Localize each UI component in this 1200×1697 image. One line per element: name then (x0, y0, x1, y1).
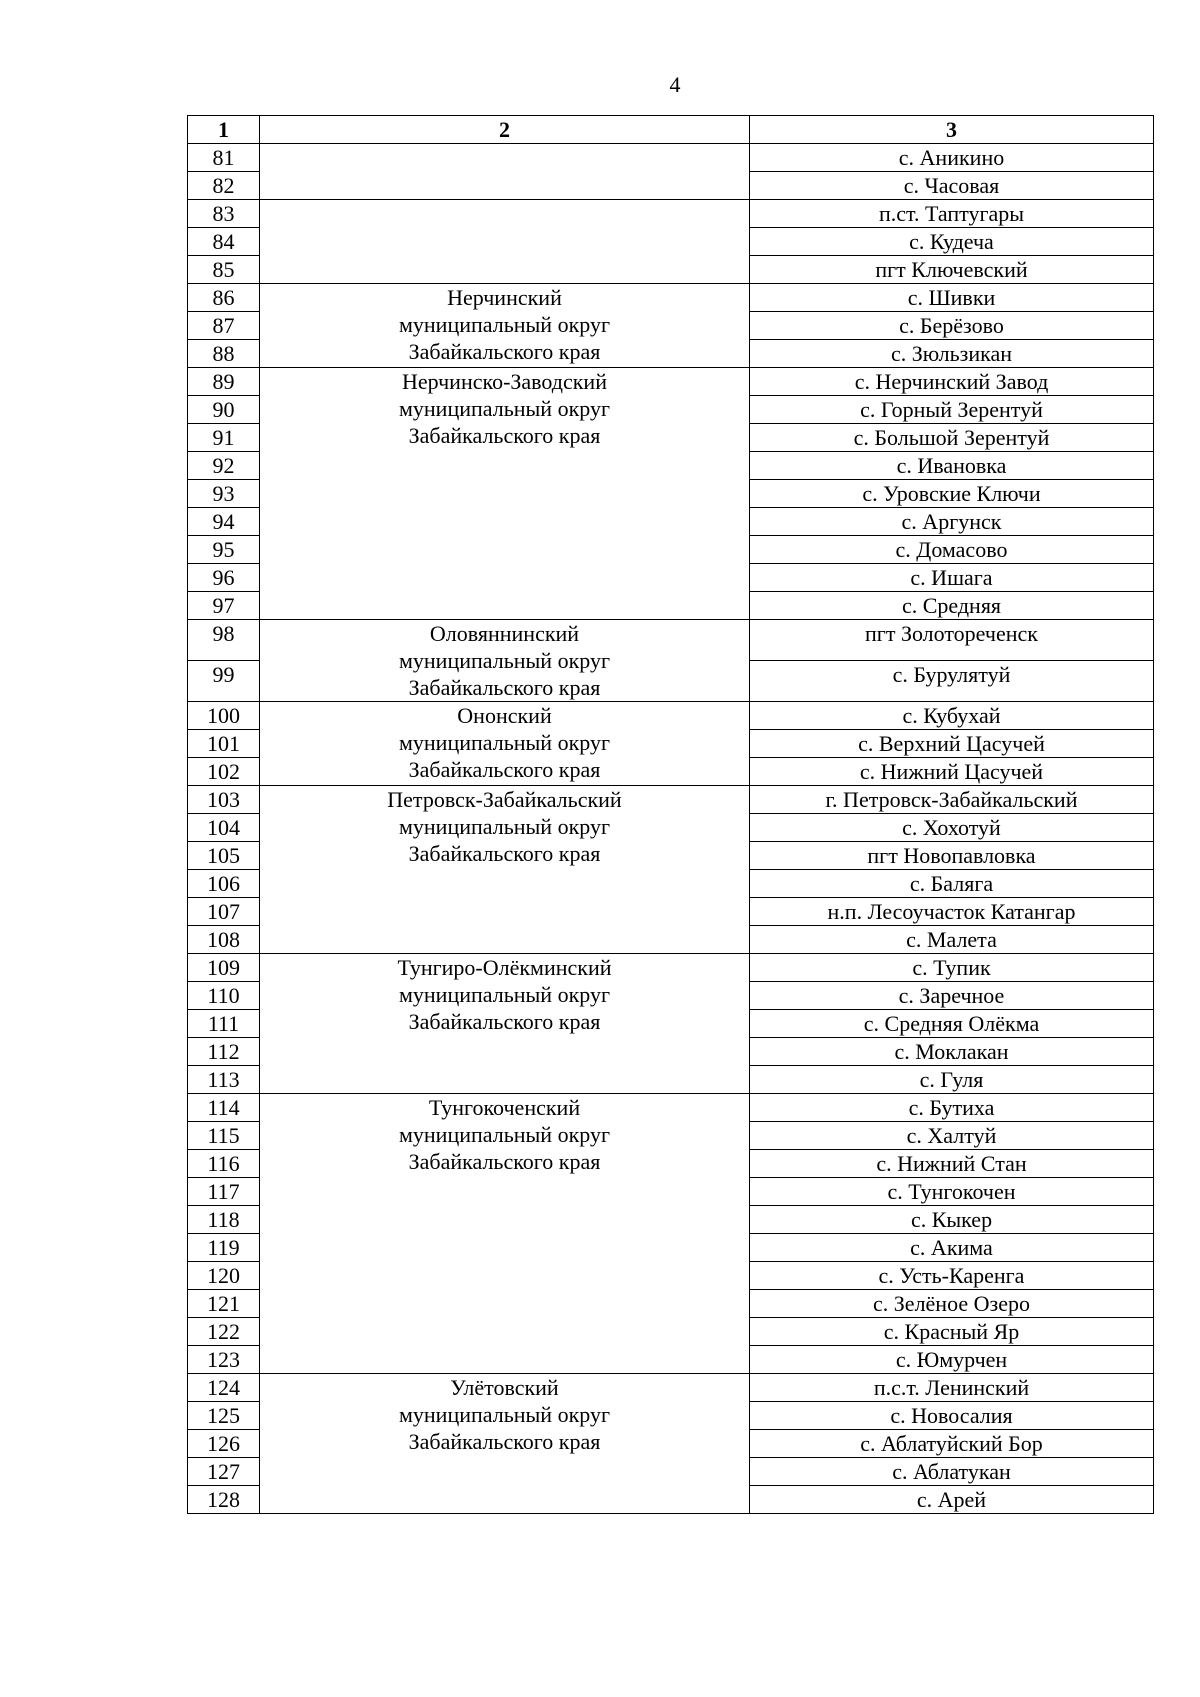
row-number: 107 (188, 898, 260, 926)
district-name-line: Нерчинский (447, 285, 562, 310)
table-row (188, 954, 1154, 982)
header-col-2: 2 (260, 116, 750, 144)
table-row (188, 1374, 1154, 1402)
settlement-name: с. Горный Зерентуй (750, 396, 1154, 424)
district-name-line: Оловяннинский (429, 621, 580, 646)
row-number: 124 (188, 1374, 260, 1402)
district-name-line: Тунгокоченский (428, 1095, 581, 1120)
settlement-name: с. Аргунск (750, 508, 1154, 536)
settlement-name: с. Гуля (750, 1066, 1154, 1094)
row-number: 97 (188, 592, 260, 620)
district-name-line: муниципальный округ (398, 730, 610, 755)
settlement-name: с. Хохотуй (750, 814, 1154, 842)
row-number: 123 (188, 1346, 260, 1374)
settlement-name: п.ст. Таптугары (750, 200, 1154, 228)
settlement-name: с. Халтуй (750, 1122, 1154, 1150)
row-number: 83 (188, 200, 260, 228)
settlement-name: с. Бутиха (750, 1094, 1154, 1122)
settlement-name: с. Аникино (750, 144, 1154, 172)
row-number: 106 (188, 870, 260, 898)
settlement-name: с. Аблатуйский Бор (750, 1430, 1154, 1458)
settlement-name: с. Средняя (750, 592, 1154, 620)
district-name-line: Забайкальского края (408, 675, 601, 700)
row-number: 103 (188, 786, 260, 814)
row-number: 118 (188, 1206, 260, 1234)
district-name-line: Нерчинско-Заводский (402, 369, 607, 394)
row-number: 93 (188, 480, 260, 508)
settlement-name: с. Уровские Ключи (750, 480, 1154, 508)
row-number: 87 (188, 312, 260, 340)
settlement-name: с. Бурулятуй (750, 661, 1154, 702)
header-row (188, 116, 1154, 144)
table-row (188, 144, 1154, 172)
table-row (188, 620, 1154, 661)
district-name-line: Петровск-Забайкальский (387, 787, 622, 812)
district-name-line: Улётовский (450, 1375, 559, 1400)
district-name-line: муниципальный округ (398, 814, 610, 839)
settlement-name: с. Зюльзикан (750, 340, 1154, 368)
settlement-name: с. Домасово (750, 536, 1154, 564)
settlement-name: г. Петровск-Забайкальский (750, 786, 1154, 814)
district-name-line: муниципальный округ (398, 1402, 610, 1427)
settlement-name: с. Моклакан (750, 1038, 1154, 1066)
row-number: 122 (188, 1318, 260, 1346)
district-cell (260, 200, 750, 284)
district-name-line: муниципальный округ (398, 312, 610, 337)
district-cell (260, 954, 750, 1094)
district-name-line: Забайкальского края (408, 339, 601, 364)
district-name-line: муниципальный округ (398, 1122, 610, 1147)
settlement-name: с. Часовая (750, 172, 1154, 200)
settlement-name: с. Усть-Каренга (750, 1262, 1154, 1290)
row-number: 108 (188, 926, 260, 954)
district-cell (260, 702, 750, 786)
district-cell (260, 1094, 750, 1374)
row-number: 104 (188, 814, 260, 842)
settlement-name: с. Нижний Стан (750, 1150, 1154, 1178)
settlement-name: с. Большой Зерентуй (750, 424, 1154, 452)
row-number: 100 (188, 702, 260, 730)
row-number: 82 (188, 172, 260, 200)
row-number: 109 (188, 954, 260, 982)
district-name-line: Ононский (457, 703, 552, 728)
page-number: 4 (669, 72, 681, 97)
settlement-name: с. Берёзово (750, 312, 1154, 340)
district-name-line: Забайкальского края (408, 423, 601, 448)
row-number: 99 (188, 661, 260, 702)
settlement-name: с. Кубухай (750, 702, 1154, 730)
settlement-name: с. Кыкер (750, 1206, 1154, 1234)
settlement-name: с. Шивки (750, 284, 1154, 312)
settlement-name: пгт Ключевский (750, 256, 1154, 284)
settlement-name: с. Ишага (750, 564, 1154, 592)
settlement-name: пгт Золотореченск (750, 620, 1154, 661)
district-name-line: Тунгиро-Олёкминский (397, 955, 612, 980)
row-number: 102 (188, 758, 260, 786)
table-row (188, 368, 1154, 396)
row-number: 128 (188, 1486, 260, 1514)
table-row (188, 702, 1154, 730)
row-number: 94 (188, 508, 260, 536)
settlement-name: с. Средняя Олёкма (750, 1010, 1154, 1038)
district-name-line: муниципальный округ (398, 648, 610, 673)
settlement-name: с. Верхний Цасучей (750, 730, 1154, 758)
row-number: 115 (188, 1122, 260, 1150)
district-name-line: Забайкальского края (408, 841, 601, 866)
row-number: 105 (188, 842, 260, 870)
settlement-name: с. Кудеча (750, 228, 1154, 256)
row-number: 127 (188, 1458, 260, 1486)
table-row (188, 200, 1154, 228)
row-number: 119 (188, 1234, 260, 1262)
row-number: 96 (188, 564, 260, 592)
row-number: 113 (188, 1066, 260, 1094)
district-cell (260, 284, 750, 368)
settlement-name: с. Акима (750, 1234, 1154, 1262)
row-number: 110 (188, 982, 260, 1010)
row-number: 84 (188, 228, 260, 256)
row-number: 81 (188, 144, 260, 172)
header-col-1: 1 (188, 116, 260, 144)
district-cell (260, 786, 750, 954)
settlement-name: пгт Новопавловка (750, 842, 1154, 870)
district-cell (260, 144, 750, 200)
row-number: 95 (188, 536, 260, 564)
district-name-line: муниципальный округ (398, 982, 610, 1007)
row-number: 116 (188, 1150, 260, 1178)
settlement-name: с. Малета (750, 926, 1154, 954)
row-number: 89 (188, 368, 260, 396)
settlements-table (187, 115, 1154, 1514)
settlement-name: с. Аблатукан (750, 1458, 1154, 1486)
table-row (188, 786, 1154, 814)
row-number: 114 (188, 1094, 260, 1122)
row-number: 85 (188, 256, 260, 284)
settlement-name: с. Новосалия (750, 1402, 1154, 1430)
district-cell (260, 620, 750, 702)
row-number: 112 (188, 1038, 260, 1066)
row-number: 117 (188, 1178, 260, 1206)
row-number: 98 (188, 620, 260, 661)
row-number: 121 (188, 1290, 260, 1318)
settlement-name: н.п. Лесоучасток Катангар (750, 898, 1154, 926)
district-name-line: Забайкальского края (408, 757, 601, 782)
row-number: 126 (188, 1430, 260, 1458)
header-col-3: 3 (750, 116, 1154, 144)
row-number: 88 (188, 340, 260, 368)
settlement-name: с. Нерчинский Завод (750, 368, 1154, 396)
table-row (188, 1094, 1154, 1122)
row-number: 90 (188, 396, 260, 424)
district-name-line: Забайкальского края (408, 1149, 601, 1174)
settlement-name: с. Ивановка (750, 452, 1154, 480)
row-number: 111 (188, 1010, 260, 1038)
row-number: 91 (188, 424, 260, 452)
settlement-name: с. Заречное (750, 982, 1154, 1010)
settlement-name: с. Красный Яр (750, 1318, 1154, 1346)
row-number: 86 (188, 284, 260, 312)
district-name-line: муниципальный округ (398, 396, 610, 421)
settlement-name: с. Зелёное Озеро (750, 1290, 1154, 1318)
row-number: 92 (188, 452, 260, 480)
row-number: 125 (188, 1402, 260, 1430)
table-row (188, 284, 1154, 312)
settlement-name: с. Тунгокочен (750, 1178, 1154, 1206)
district-name-line: Забайкальского края (408, 1429, 601, 1454)
district-name-line: Забайкальского края (408, 1009, 601, 1034)
settlement-name: с. Юмурчен (750, 1346, 1154, 1374)
settlement-name: с. Арей (750, 1486, 1154, 1514)
district-cell (260, 368, 750, 620)
settlement-name: п.с.т. Ленинский (750, 1374, 1154, 1402)
district-cell (260, 1374, 750, 1514)
settlement-name: с. Нижний Цасучей (750, 758, 1154, 786)
row-number: 120 (188, 1262, 260, 1290)
settlement-name: с. Баляга (750, 870, 1154, 898)
row-number: 101 (188, 730, 260, 758)
table-body (188, 144, 1154, 1514)
settlement-name: с. Тупик (750, 954, 1154, 982)
